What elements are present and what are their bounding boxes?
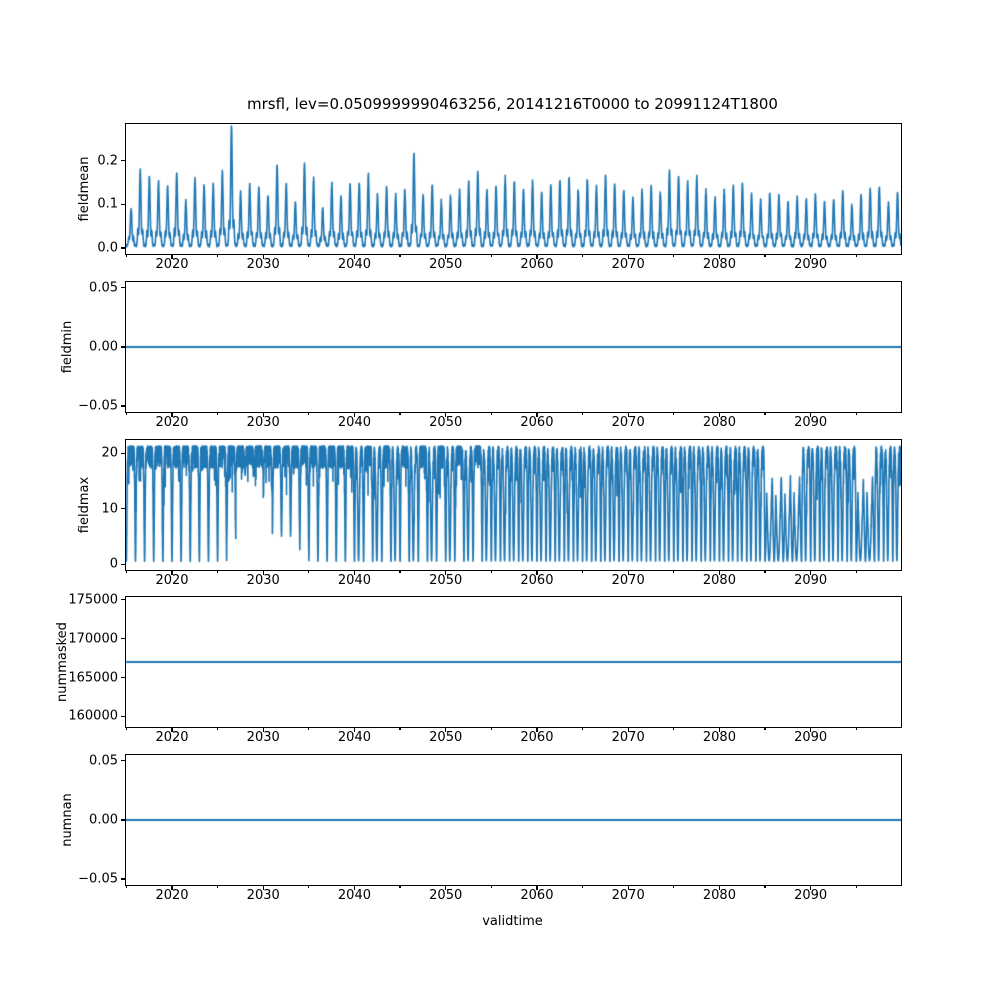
y-tick-label: 20 [101, 445, 118, 461]
y-tick-mark [121, 677, 125, 678]
x-minor-tick-mark [217, 886, 218, 888]
x-tick-label: 2040 [337, 257, 371, 272]
x-minor-tick-mark [399, 413, 400, 415]
x-tick-label: 2090 [794, 573, 828, 588]
x-tick-label: 2090 [794, 888, 828, 903]
x-minor-tick-mark [217, 728, 218, 730]
x-tick-label: 2060 [520, 573, 554, 588]
x-tick-label: 2020 [155, 257, 189, 272]
y-tick-label: 175000 [68, 592, 118, 608]
x-minor-tick-mark [491, 571, 492, 573]
x-minor-tick-mark [126, 571, 127, 573]
x-minor-tick-mark [856, 255, 857, 257]
y-tick-mark [121, 247, 125, 248]
x-tick-label: 2040 [337, 415, 371, 430]
x-minor-tick-mark [582, 886, 583, 888]
x-tick-label: 2030 [246, 730, 280, 745]
y-tick-label: 10 [101, 501, 118, 517]
x-tick-label: 2020 [155, 730, 189, 745]
y-tick-mark [121, 160, 125, 161]
x-tick-label: 2080 [702, 415, 736, 430]
x-minor-tick-mark [491, 728, 492, 730]
y-axis-label-fieldmax: fieldmax [77, 476, 92, 534]
x-tick-label: 2070 [611, 730, 645, 745]
x-minor-tick-mark [856, 728, 857, 730]
y-tick-label: 0.05 [89, 280, 118, 296]
subplot-fieldmax [77, 439, 902, 588]
x-tick-label: 2080 [702, 888, 736, 903]
line-series-fieldmin [126, 282, 901, 412]
x-tick-label: 2040 [337, 573, 371, 588]
x-minor-tick-mark [673, 255, 674, 257]
x-minor-tick-mark [308, 413, 309, 415]
x-minor-tick-mark [673, 886, 674, 888]
y-tick-mark [121, 405, 125, 406]
x-minor-tick-mark [582, 413, 583, 415]
line-series-nummasked [126, 597, 901, 727]
x-minor-tick-mark [399, 886, 400, 888]
x-tick-label: 2080 [702, 730, 736, 745]
x-minor-tick-mark [856, 571, 857, 573]
x-minor-tick-mark [308, 571, 309, 573]
x-minor-tick-mark [764, 886, 765, 888]
plot-title: mrsfl, lev=0.0509999990463256, 20141216T0000 to 20991124T1800 [247, 95, 778, 113]
x-tick-label: 2050 [429, 888, 463, 903]
y-tick-mark [121, 878, 125, 879]
y-axis-label-nummasked: nummasked [55, 622, 70, 702]
x-minor-tick-mark [764, 571, 765, 573]
x-minor-tick-mark [399, 255, 400, 257]
x-minor-tick-mark [217, 413, 218, 415]
x-minor-tick-mark [491, 413, 492, 415]
subplot-numnan [60, 753, 902, 903]
x-minor-tick-mark [582, 255, 583, 257]
x-tick-label: 2020 [155, 573, 189, 588]
y-tick-label: −0.05 [78, 398, 118, 414]
x-tick-label: 2020 [155, 415, 189, 430]
x-tick-label: 2030 [246, 573, 280, 588]
x-minor-tick-mark [491, 255, 492, 257]
y-tick-mark [121, 204, 125, 205]
x-tick-label: 2030 [246, 888, 280, 903]
x-minor-tick-mark [308, 255, 309, 257]
y-tick-mark [121, 287, 125, 288]
x-tick-label: 2050 [429, 257, 463, 272]
x-tick-label: 2070 [611, 415, 645, 430]
x-minor-tick-mark [673, 728, 674, 730]
x-tick-label: 2090 [794, 730, 828, 745]
subplot-fieldmin [60, 280, 902, 430]
x-minor-tick-mark [126, 886, 127, 888]
line-series-numnan [126, 755, 901, 885]
x-minor-tick-mark [126, 728, 127, 730]
x-tick-label: 2080 [702, 573, 736, 588]
x-minor-tick-mark [673, 413, 674, 415]
x-minor-tick-mark [582, 571, 583, 573]
y-tick-mark [121, 508, 125, 509]
x-minor-tick-mark [308, 728, 309, 730]
x-minor-tick-mark [126, 255, 127, 257]
y-tick-label: 0.05 [89, 753, 118, 769]
y-tick-label: 0.00 [89, 339, 118, 355]
y-tick-mark [121, 760, 125, 761]
x-minor-tick-mark [399, 571, 400, 573]
x-tick-label: 2060 [520, 888, 554, 903]
x-tick-label: 2050 [429, 573, 463, 588]
x-minor-tick-mark [764, 413, 765, 415]
y-tick-label: 160000 [68, 708, 118, 724]
x-minor-tick-mark [764, 255, 765, 257]
x-minor-tick-mark [856, 413, 857, 415]
x-minor-tick-mark [491, 886, 492, 888]
x-minor-tick-mark [399, 728, 400, 730]
y-tick-label: 0.2 [97, 153, 118, 169]
x-axis-label: validtime [482, 914, 543, 929]
y-tick-mark [121, 638, 125, 639]
x-tick-label: 2070 [611, 257, 645, 272]
y-tick-mark [121, 564, 125, 565]
x-tick-label: 2060 [520, 415, 554, 430]
x-tick-label: 2050 [429, 730, 463, 745]
x-tick-label: 2040 [337, 730, 371, 745]
x-tick-label: 2040 [337, 888, 371, 903]
line-series-fieldmax [126, 440, 901, 570]
x-tick-label: 2090 [794, 415, 828, 430]
y-tick-label: 170000 [68, 631, 118, 647]
x-tick-label: 2080 [702, 257, 736, 272]
y-tick-label: 0 [109, 556, 118, 572]
x-tick-label: 2030 [246, 257, 280, 272]
x-tick-label: 2060 [520, 257, 554, 272]
x-minor-tick-mark [764, 728, 765, 730]
y-axis-label-fieldmin: fieldmin [60, 320, 75, 374]
x-minor-tick-mark [126, 413, 127, 415]
x-tick-label: 2070 [611, 888, 645, 903]
x-tick-label: 2070 [611, 573, 645, 588]
y-tick-mark [121, 453, 125, 454]
x-minor-tick-mark [217, 255, 218, 257]
x-minor-tick-mark [582, 728, 583, 730]
x-minor-tick-mark [673, 571, 674, 573]
x-tick-label: 2050 [429, 415, 463, 430]
x-tick-label: 2090 [794, 257, 828, 272]
x-minor-tick-mark [217, 571, 218, 573]
y-tick-label: 0.0 [97, 240, 118, 256]
x-tick-label: 2060 [520, 730, 554, 745]
line-series-fieldmean [126, 124, 901, 254]
y-tick-mark [121, 716, 125, 717]
subplot-nummasked [55, 592, 902, 745]
y-tick-label: −0.05 [78, 871, 118, 887]
y-tick-mark [121, 599, 125, 600]
y-tick-label: 0.1 [97, 196, 118, 212]
subplot-fieldmean [77, 123, 902, 272]
x-minor-tick-mark [308, 886, 309, 888]
x-minor-tick-mark [856, 886, 857, 888]
y-tick-mark [121, 346, 125, 347]
y-tick-label: 165000 [68, 670, 118, 686]
y-axis-label-fieldmean: fieldmean [77, 156, 92, 222]
x-tick-label: 2030 [246, 415, 280, 430]
y-axis-label-numnan: numnan [60, 793, 75, 847]
y-tick-label: 0.00 [89, 812, 118, 828]
x-tick-label: 2020 [155, 888, 189, 903]
y-tick-mark [121, 819, 125, 820]
